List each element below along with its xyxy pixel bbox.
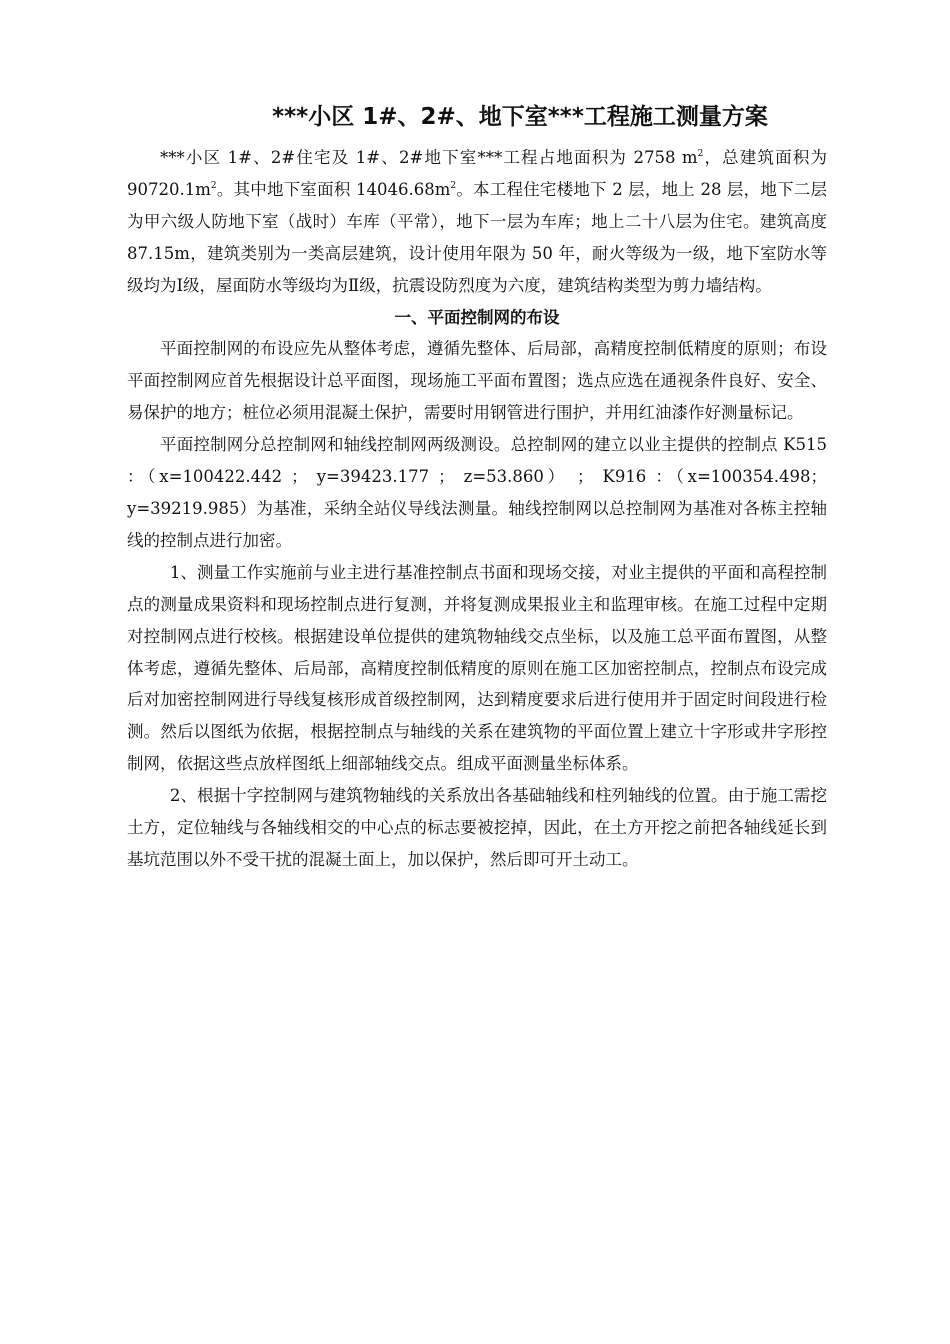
section-paragraph-4: 2、根据十字控制网与建筑物轴线的关系放出各基础轴线和柱列轴线的位置。由于施工需挖土方，定位轴线与各轴线相交的中心点的标志要被挖掉，因此，在土方开挖之前把各轴线延长到基坑范围以外不受干扰的混凝土面上，加以保护，然后即可开土动工。 bbox=[127, 786, 827, 869]
document-body bbox=[127, 142, 827, 876]
superscript-2: 2 bbox=[450, 180, 457, 191]
intro-text-4: 。本工程住宅楼地下 2 层，地上 28 层，地下二层为甲六级人防地下室（战时）车库（平常），地下一层为车库；地上二十八层为住宅。建筑高度 87.15m，建筑类别为一类高层建筑，设计使用年限为 50 年，耐火等级为一级，地下室防水等级均为Ⅰ级，屋面防水等级均为Ⅱ级，抗震设防烈度为六度，建筑结构类型为剪力墙结构。 bbox=[127, 179, 827, 295]
intro-text-1: ***小区 1#、2#住宅及 1#、2#地下室***工程占地面积为 2758 m bbox=[160, 148, 698, 167]
intro-paragraph bbox=[127, 142, 827, 302]
section-paragraph-1: 平面控制网的布设应先从整体考虑，遵循先整体、后局部，高精度控制低精度的原则；布设平面控制网应首先根据设计总平面图，现场施工平面布置图；选点应选在通视条件良好、安全、易保护的地方；桩位必须用混凝土保护，需要时用钢管进行围护，并用红油漆作好测量标记。 bbox=[127, 339, 827, 423]
document-title: ***小区 1#、2#、地下室***工程施工测量方案 bbox=[272, 104, 768, 130]
intro-text-2: ，总建筑面积为 90720.1m bbox=[127, 148, 827, 199]
section-paragraph-3: 1、测量工作实施前与业主进行基准控制点书面和现场交接，对业主提供的平面和高程控制点的测量成果资料和现场控制点进行复测，并将复测成果报业主和监理审核。在施工过程中定期对控制网点进行校核。根据建设单位提供的建筑物轴线交点坐标，以及施工总平面布置图，从整体考虑，遵循先整体、后局部，高精度控制低精度的原则在施工区加密控制点，控制点布设完成后对加密控制网进行导线复核形成首级控制网，达到精度要求后进行使用并于固定时间段进行检测。然后以图纸为依据，根据控制点与轴线的关系在建筑物的平面位置上建立十字形或井字形控制网，依据这些点放样图纸上细部轴线交点。组成平面测量坐标体系。 bbox=[127, 562, 827, 774]
superscript-2: 2 bbox=[697, 149, 704, 159]
section-paragraph-2: 平面控制网分总控制网和轴线控制网两级测设。总控制网的建立以业主提供的控制点 K515 ：（x=100422.442 ； y=39423.177 ； z=53.860） ； K916 ：（x=100354.498；y=39219.985）为基准，采纳全站仪导线法测量。轴线控制网以总控制网为基准对各栋主控轴线的控制点进行加密。 bbox=[127, 435, 827, 550]
section-heading: 一、平面控制网的布设 bbox=[394, 307, 560, 327]
superscript-2: 2 bbox=[210, 180, 217, 191]
intro-text-3: 。其中地下室面积 14046.68m bbox=[216, 179, 451, 199]
